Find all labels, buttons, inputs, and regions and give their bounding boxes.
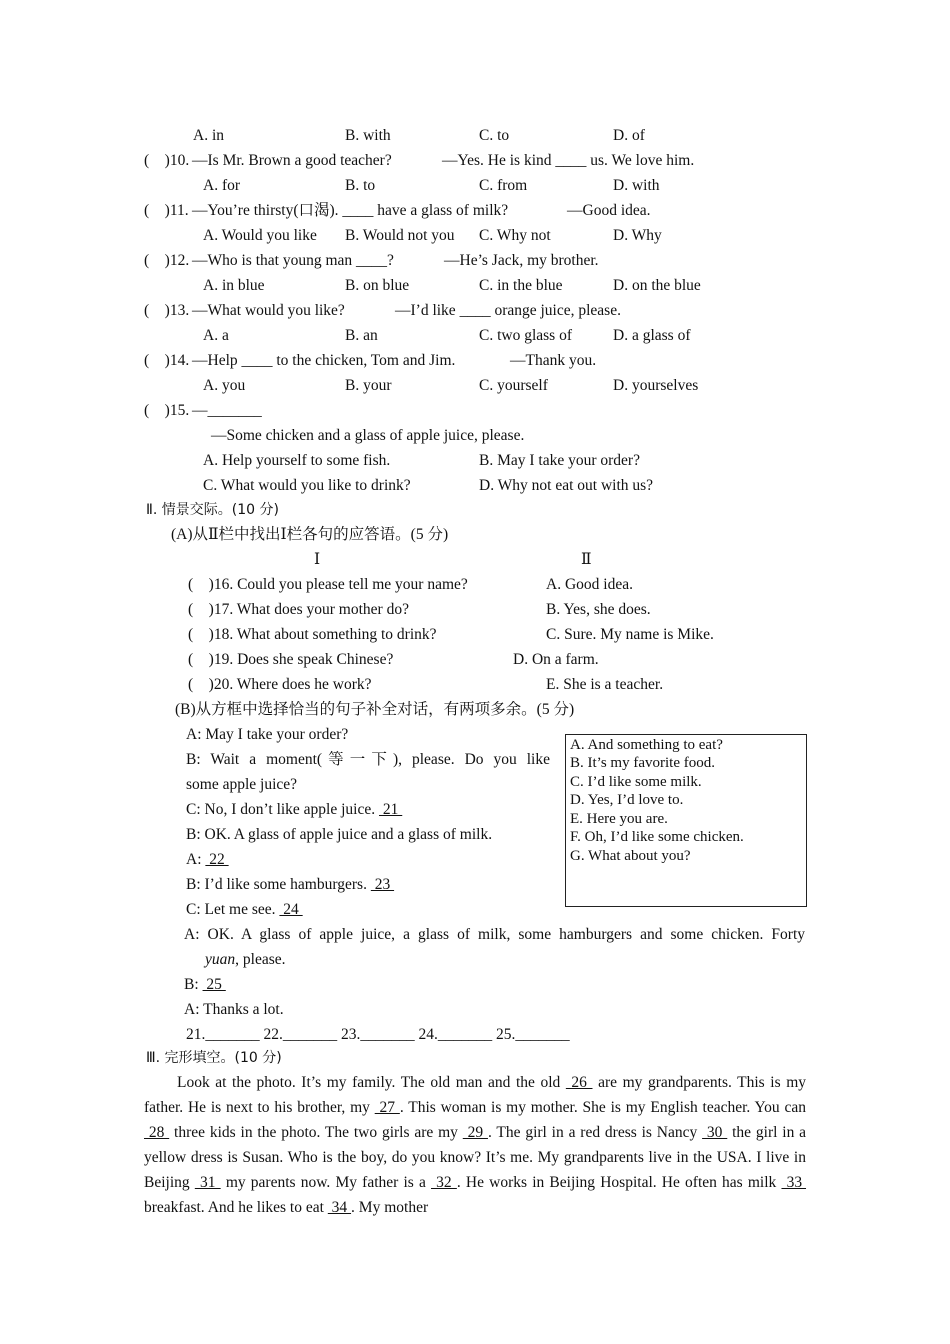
blank-28[interactable]: 28 [144, 1124, 170, 1141]
blank-22[interactable]: 22 [205, 851, 229, 868]
blank-34[interactable]: 34 [327, 1199, 352, 1216]
q11-number: ( )11. [144, 202, 189, 219]
blank-27[interactable]: 27 [374, 1099, 400, 1116]
q10-response: —Yes. He is kind ____ us. We love him. [442, 152, 695, 169]
q13-option-d: D. a glass of [613, 327, 691, 344]
match-question-16: ( )16. Could you please tell me your name? [188, 576, 468, 593]
q15-option-c: C. What would you like to drink? [203, 477, 411, 494]
dialog-line-6: B: I’d like some hamburgers. 23 [186, 876, 395, 893]
dialog-line-2-cont: some apple juice? [186, 776, 298, 793]
box-option-d: D. Yes, I’d love to. [570, 792, 684, 808]
q10-stem: —Is Mr. Brown a good teacher? [192, 152, 392, 169]
match-question-17: ( )17. What does your mother do? [188, 601, 409, 618]
q9-option-b: B. with [345, 127, 391, 144]
q15-stem: —_______ [192, 402, 262, 419]
q9-option-d: D. of [613, 127, 645, 144]
blank-30[interactable]: 30 [702, 1124, 728, 1141]
answer-line: 21._______ 22._______ 23._______ 24._______ 25._______ [186, 1026, 570, 1043]
match-answer-e: E. She is a teacher. [546, 676, 664, 693]
blank-24[interactable]: 24 [279, 901, 303, 918]
q13-number: ( )13. [144, 302, 190, 319]
q11-option-b: B. Would not you [345, 227, 455, 244]
blank-31[interactable]: 31 [194, 1174, 221, 1191]
q15-option-a: A. Help yourself to some fish. [203, 452, 391, 469]
q10-option-a: A. for [203, 177, 241, 194]
box-option-c: C. I’d like some milk. [570, 774, 702, 790]
match-answer-b: B. Yes, she does. [546, 601, 651, 618]
dialog-line-10: A: Thanks a lot. [184, 1001, 284, 1018]
q13-option-c: C. two glass of [479, 327, 572, 344]
cloze-passage: Look at the photo. It’s my family. The old man and the old 26 are my grandparents. This is my father. He is next to his brother, my 27 . This woman is my mother. She is my English teacher. You can 28 three kids in the photo. The two girls are my 29 . The girl in a red dress is Nancy 30 the girl in a yellow dress is Susan. Who is the boy, do you know? It’s me. My grandparents live in the USA. I live in Beijing 31 my parents now. My father is a 32 . He works in Beijing Hospital. He often has milk 33 breakfast. And he likes to eat 34 . My mother [144, 1074, 807, 1216]
q14-option-d: D. yourselves [613, 377, 699, 394]
section-2a-title: (A)从Ⅱ栏中找出Ⅰ栏各句的应答语。(5 分) [171, 526, 449, 543]
match-answer-a: A. Good idea. [546, 576, 633, 593]
q12-option-c: C. in the blue [479, 277, 563, 294]
dialog-line-7: C: Let me see. 24 [186, 901, 303, 918]
q12-option-a: A. in blue [203, 277, 265, 294]
match-answer-c: C. Sure. My name is Mike. [546, 626, 714, 643]
q13-stem: —What would you like? [192, 302, 345, 319]
q11-response: —Good idea. [567, 202, 651, 219]
q14-option-b: B. your [345, 377, 392, 394]
box-option-a: A. And something to eat? [570, 737, 723, 753]
q10-number: ( )10. [144, 152, 190, 169]
q9-option-c: C. to [479, 127, 510, 144]
dialog-line-2: B: Wait a moment(等一下), please. Do you like [186, 751, 550, 768]
q15-number: ( )15. [144, 402, 190, 419]
box-option-f: F. Oh, I’d like some chicken. [570, 829, 744, 845]
options-box [565, 734, 807, 907]
q13-option-a: A. a [203, 327, 229, 344]
q13-response: —I’d like ____ orange juice, please. [395, 302, 621, 319]
dialog-line-4: B: OK. A glass of apple juice and a glass of milk. [186, 826, 493, 843]
dialog-line-8: A: OK. A glass of apple juice, a glass of milk, some hamburgers and some chicken. Forty [184, 926, 805, 943]
q12-number: ( )12. [144, 252, 190, 269]
dialog-line-3: C: No, I don’t like apple juice. 21 [186, 801, 403, 818]
q14-option-c: C. yourself [479, 377, 548, 394]
section-2-title: Ⅱ. 情景交际。(10 分) [146, 502, 279, 518]
q10-option-d: D. with [613, 177, 660, 194]
q15-response: —Some chicken and a glass of apple juice, please. [211, 427, 525, 444]
q15-option-d: D. Why not eat out with us? [479, 477, 654, 494]
q10-option-c: C. from [479, 177, 528, 194]
q11-option-c: C. Why not [479, 227, 551, 244]
q11-stem: —You’re thirsty(口渴). ____ have a glass of milk? [192, 202, 509, 219]
q14-option-a: A. you [203, 377, 246, 394]
section-2b-title: (B)从方框中选择恰当的句子补全对话，有两项多余。(5 分) [175, 701, 575, 718]
blank-25[interactable]: 25 [202, 976, 226, 993]
dialog-line-8-cont: yuan, please. [205, 951, 286, 968]
q14-response: —Thank you. [510, 352, 597, 369]
q9-option-a: A. in [193, 127, 224, 144]
q10-option-b: B. to [345, 177, 376, 194]
blank-26[interactable]: 26 [565, 1074, 593, 1091]
column-1-heading: Ⅰ [314, 551, 321, 568]
section-3-title: Ⅲ. 完形填空。(10 分) [146, 1050, 282, 1066]
q12-option-b: B. on blue [345, 277, 410, 294]
q12-option-d: D. on the blue [613, 277, 701, 294]
dialog-line-1: A: May I take your order? [186, 726, 349, 743]
dialog-line-9: B: 25 [184, 976, 226, 993]
q11-option-d: D. Why [613, 227, 662, 244]
q13-option-b: B. an [345, 327, 378, 344]
q12-stem: —Who is that young man ____? [192, 252, 394, 269]
blank-32[interactable]: 32 [431, 1174, 457, 1191]
q14-number: ( )14. [144, 352, 190, 369]
box-option-e: E. Here you are. [570, 811, 668, 827]
box-option-b: B. It’s my favorite food. [570, 755, 715, 771]
column-2-heading: Ⅱ [581, 551, 592, 568]
match-question-18: ( )18. What about something to drink? [188, 626, 437, 643]
q14-stem: —Help ____ to the chicken, Tom and Jim. [192, 352, 456, 369]
blank-29[interactable]: 29 [462, 1124, 488, 1141]
blank-21[interactable]: 21 [379, 801, 403, 818]
dialog-line-5: A: 22 [186, 851, 229, 868]
q11-option-a: A. Would you like [203, 227, 317, 244]
match-question-20: ( )20. Where does he work? [188, 676, 372, 693]
match-question-19: ( )19. Does she speak Chinese? [188, 651, 394, 668]
blank-23[interactable]: 23 [370, 876, 395, 893]
box-option-g: G. What about you? [570, 848, 691, 864]
q12-response: —He’s Jack, my brother. [444, 252, 599, 269]
blank-33[interactable]: 33 [781, 1174, 807, 1191]
match-answer-d: D. On a farm. [513, 651, 599, 668]
q15-option-b: B. May I take your order? [479, 452, 640, 469]
